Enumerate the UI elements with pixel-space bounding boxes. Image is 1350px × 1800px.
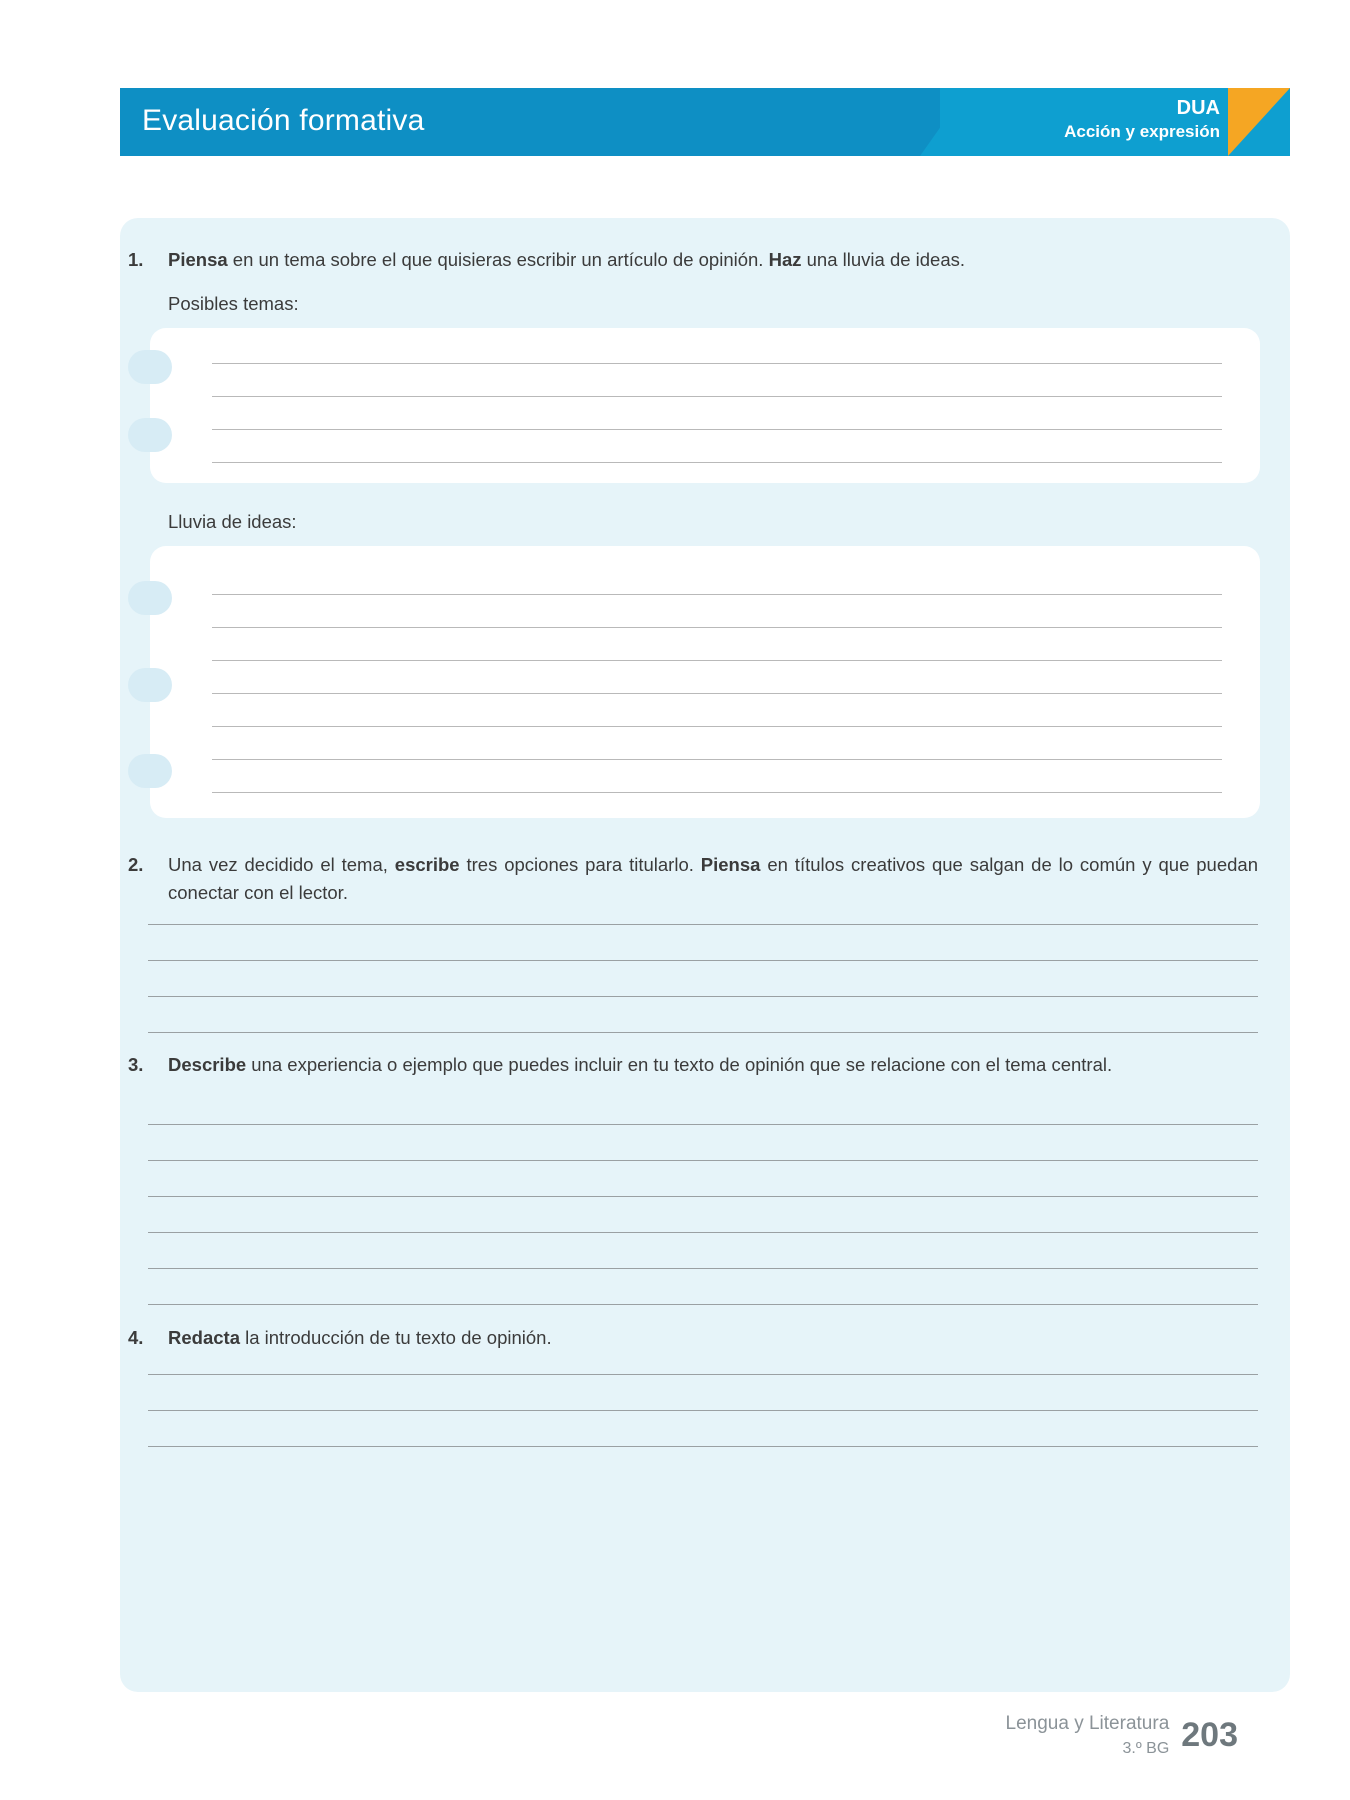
writing-line[interactable] — [148, 1410, 1258, 1411]
card-tab — [128, 418, 172, 452]
writing-line[interactable] — [212, 627, 1222, 628]
writing-line[interactable] — [212, 594, 1222, 595]
writing-line[interactable] — [148, 1160, 1258, 1161]
header-diagonal-divider — [920, 88, 968, 156]
activity-panel — [120, 218, 1290, 1692]
question-1-sublabel-brainstorm: Lluvia de ideas: — [168, 511, 297, 532]
writing-line[interactable] — [148, 1196, 1258, 1197]
writing-line[interactable] — [212, 396, 1222, 397]
dua-title: DUA — [1176, 97, 1220, 119]
footer-text-block — [1006, 1712, 1170, 1760]
page-footer — [1006, 1712, 1238, 1760]
writing-line[interactable] — [212, 660, 1222, 661]
writing-line[interactable] — [212, 429, 1222, 430]
writing-line[interactable] — [148, 996, 1258, 997]
question-1-sublabel-topics: Posibles temas: — [168, 293, 299, 314]
card-tab — [128, 668, 172, 702]
footer-level: 3.º BG — [1122, 1739, 1170, 1757]
card-tab — [128, 581, 172, 615]
question-3 — [128, 1051, 1258, 1079]
question-2-text: Una vez decidido el tema, escribe tres opciones para titularlo. Piensa en títulos creativos que salgan de lo común y que puedan conectar con el lector. — [168, 854, 1258, 903]
question-2-number: 2. — [128, 854, 144, 875]
question-1-text: Piensa en un tema sobre el que quisieras escribir un artículo de opinión. Haz una lluvia de ideas. — [168, 249, 966, 270]
dua-subtitle: Acción y expresión — [1064, 122, 1220, 141]
question-4 — [128, 1324, 1258, 1352]
writing-line[interactable] — [148, 924, 1258, 925]
writing-line[interactable] — [148, 1032, 1258, 1033]
dua-badge — [1064, 96, 1220, 142]
question-2 — [128, 851, 1258, 907]
answer-card-posibles-temas[interactable] — [150, 328, 1260, 483]
page-title: Evaluación formativa — [142, 104, 425, 137]
card-tab — [128, 350, 172, 384]
question-1 — [128, 246, 1258, 274]
footer-subject: Lengua y Literatura — [1005, 1713, 1170, 1734]
writing-line[interactable] — [212, 726, 1222, 727]
page-number: 203 — [1181, 1716, 1238, 1755]
writing-line[interactable] — [212, 363, 1222, 364]
writing-line[interactable] — [148, 1446, 1258, 1447]
writing-line[interactable] — [148, 1268, 1258, 1269]
card-tab — [128, 754, 172, 788]
answer-card-lluvia-de-ideas[interactable] — [150, 546, 1260, 818]
question-4-text: Redacta la introducción de tu texto de opinión. — [168, 1327, 552, 1348]
header-corner-accent — [1228, 88, 1290, 156]
page-header — [120, 88, 1290, 156]
writing-line[interactable] — [212, 462, 1222, 463]
writing-line[interactable] — [212, 759, 1222, 760]
writing-line[interactable] — [212, 792, 1222, 793]
writing-line[interactable] — [148, 1304, 1258, 1305]
question-4-number: 4. — [128, 1327, 144, 1348]
writing-line[interactable] — [148, 960, 1258, 961]
writing-line[interactable] — [148, 1374, 1258, 1375]
writing-line[interactable] — [148, 1232, 1258, 1233]
writing-line[interactable] — [148, 1124, 1258, 1125]
question-3-number: 3. — [128, 1054, 144, 1075]
question-3-text: Describe una experiencia o ejemplo que puedes incluir en tu texto de opinión que se relacione con el tema central. — [168, 1054, 1113, 1075]
writing-line[interactable] — [212, 693, 1222, 694]
question-1-number: 1. — [128, 249, 144, 270]
